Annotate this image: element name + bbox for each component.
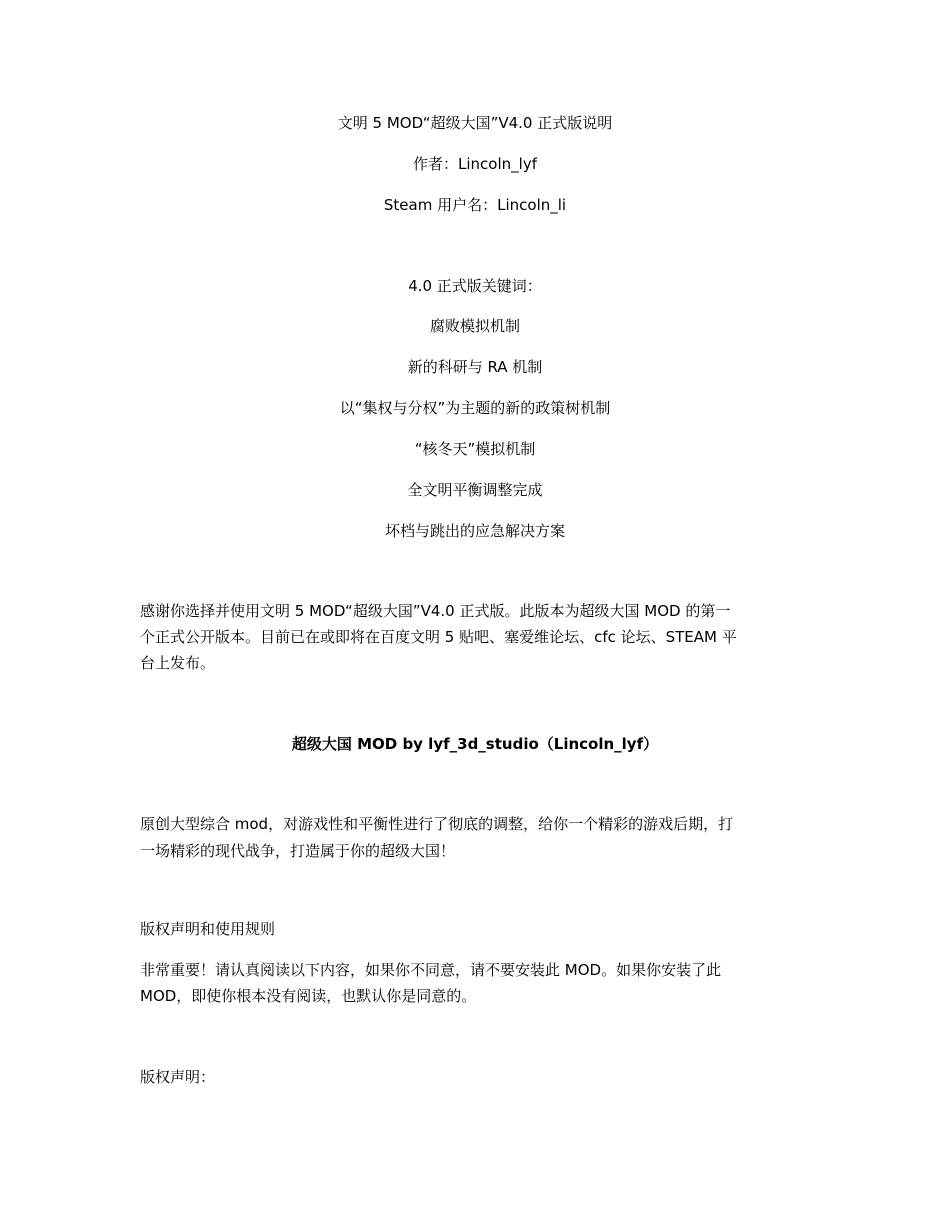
document-title: 文明 5 MOD“超级大国”V4.0 正式版说明 bbox=[337, 114, 613, 132]
description-paragraph-line: 原创大型综合 mod，对游戏性和平衡性进行了彻底的调整，给你一个精彩的游戏后期，打 bbox=[140, 815, 734, 833]
copyright-heading: 版权声明： bbox=[140, 1068, 216, 1086]
intro-paragraph-line: 台上发布。 bbox=[140, 654, 216, 672]
steam-username-line: Steam 用户名：Lincoln_li bbox=[383, 196, 567, 214]
keyword-item: 新的科研与 RA 机制 bbox=[407, 358, 543, 376]
keyword-item: 全文明平衡调整完成 bbox=[407, 481, 543, 499]
copyright-rules-heading: 版权声明和使用规则 bbox=[140, 920, 276, 938]
important-notice-line: 非常重要！请认真阅读以下内容，如果你不同意，请不要安装此 MOD。如果你安装了此 bbox=[140, 961, 722, 979]
intro-paragraph-line: 感谢你选择并使用文明 5 MOD“超级大国”V4.0 正式版。此版本为超级大国 MOD 的第一 bbox=[140, 602, 731, 620]
keyword-item: 坏档与跳出的应急解决方案 bbox=[384, 522, 565, 540]
keyword-item: “核冬天”模拟机制 bbox=[414, 440, 536, 458]
description-paragraph-line: 一场精彩的现代战争，打造属于你的超级大国！ bbox=[140, 842, 456, 860]
keyword-item: 腐败模拟机制 bbox=[429, 317, 520, 335]
important-notice-line: MOD，即使你根本没有阅读，也默认你是同意的。 bbox=[140, 987, 477, 1005]
intro-paragraph-line: 个正式公开版本。目前已在或即将在百度文明 5 贴吧、塞爱维论坛、cfc 论坛、STEAM 平 bbox=[140, 628, 737, 646]
keyword-item: 以“集权与分权”为主题的新的政策树机制 bbox=[339, 399, 611, 417]
mod-heading: 超级大国 MOD by lyf_3d_studio（Lincoln_lyf） bbox=[291, 735, 659, 753]
author-line: 作者：Lincoln_lyf bbox=[413, 155, 537, 173]
keywords-heading: 4.0 正式版关键词： bbox=[408, 277, 542, 295]
